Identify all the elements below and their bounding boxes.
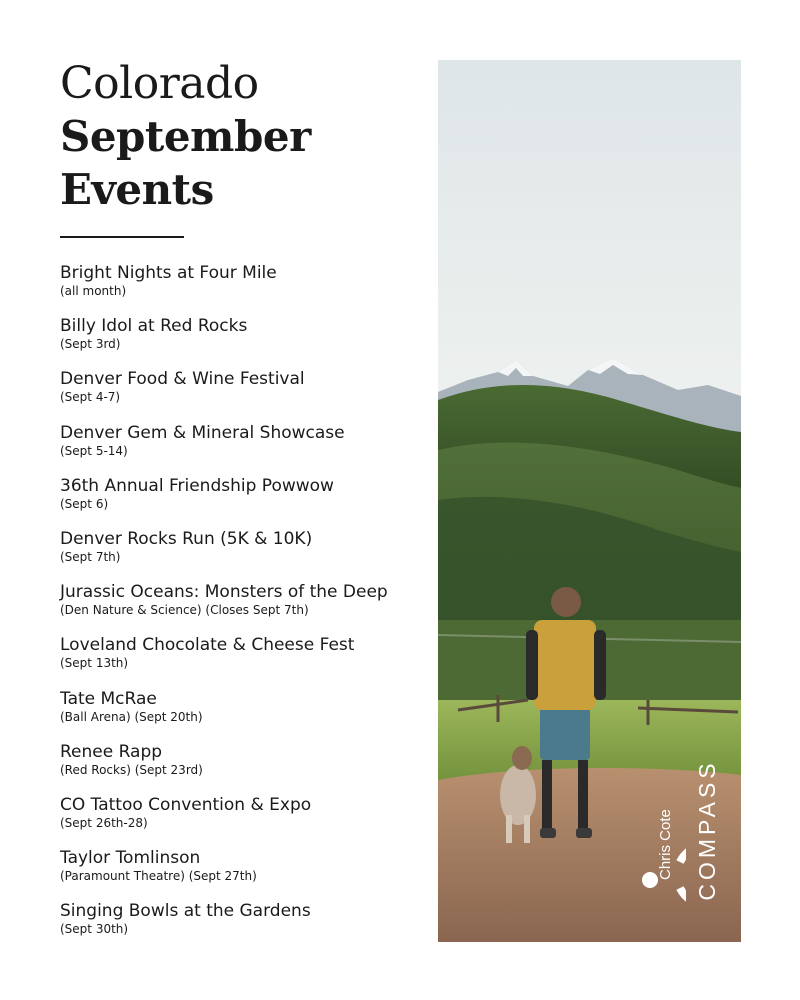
event-detail: (Sept 7th) <box>60 549 121 564</box>
event-name: Denver Gem & Mineral Showcase <box>60 422 345 443</box>
event-name: Bright Nights at Four Mile <box>60 263 277 283</box>
event-name: Singing Bowls at the Gardens <box>60 901 311 922</box>
event-item <box>60 315 430 368</box>
event-item <box>60 528 430 581</box>
event-name: Tate McRae <box>60 688 157 709</box>
event-item <box>60 422 430 475</box>
event-detail: (Ball Arena) (Sept 20th) <box>60 709 203 724</box>
page-title-line-3: Events <box>60 165 214 214</box>
man-and-dog-walking-toward-mountains-photo <box>438 60 741 942</box>
title-block <box>60 58 311 216</box>
event-detail: (Sept 6) <box>60 496 109 511</box>
event-name: Billy Idol at Red Rocks <box>60 316 248 337</box>
event-detail: (Den Nature & Science) (Closes Sept 7th) <box>60 603 309 618</box>
event-detail: (Sept 5-14) <box>60 443 128 458</box>
event-list <box>60 262 430 953</box>
event-detail: (Sept 13th) <box>60 656 129 671</box>
agent-logo-text: Chris Cote <box>657 809 674 880</box>
event-item <box>60 581 430 634</box>
event-item <box>60 794 430 847</box>
event-detail: (Sept 3rd) <box>60 337 121 352</box>
event-name: Jurassic Oceans: Monsters of the Deep <box>60 582 388 603</box>
event-item <box>60 847 430 900</box>
compass-logo <box>692 740 722 920</box>
event-item <box>60 262 430 315</box>
event-name: Taylor Tomlinson <box>60 848 201 869</box>
page-title-line-1: Colorado <box>60 58 259 109</box>
event-name: CO Tattoo Convention & Expo <box>60 794 312 815</box>
event-name: Renee Rapp <box>60 741 163 762</box>
event-item <box>60 688 430 741</box>
event-detail: (Sept 30th) <box>60 922 129 937</box>
event-name: Denver Rocks Run (5K & 10K) <box>60 528 313 549</box>
title-divider <box>60 236 184 238</box>
event-detail: (Paramount Theatre) (Sept 27th) <box>60 869 257 884</box>
page-title-line-2: September <box>60 112 311 161</box>
event-item <box>60 741 430 794</box>
event-detail: (Sept 26th-28) <box>60 815 148 830</box>
event-detail: (Red Rocks) (Sept 23rd) <box>60 762 203 777</box>
event-name: 36th Annual Friendship Powwow <box>60 475 334 496</box>
event-item <box>60 634 430 687</box>
event-detail: (all month) <box>60 284 127 298</box>
event-name: Loveland Chocolate & Cheese Fest <box>60 635 355 656</box>
event-item <box>60 368 430 421</box>
event-detail: (Sept 4-7) <box>60 390 121 405</box>
brokerage-logo-text: COMPASS <box>694 759 720 901</box>
event-name: Denver Food & Wine Festival <box>60 369 305 390</box>
chris-cote-logo <box>614 809 686 920</box>
event-item <box>60 475 430 528</box>
event-item <box>60 900 430 953</box>
